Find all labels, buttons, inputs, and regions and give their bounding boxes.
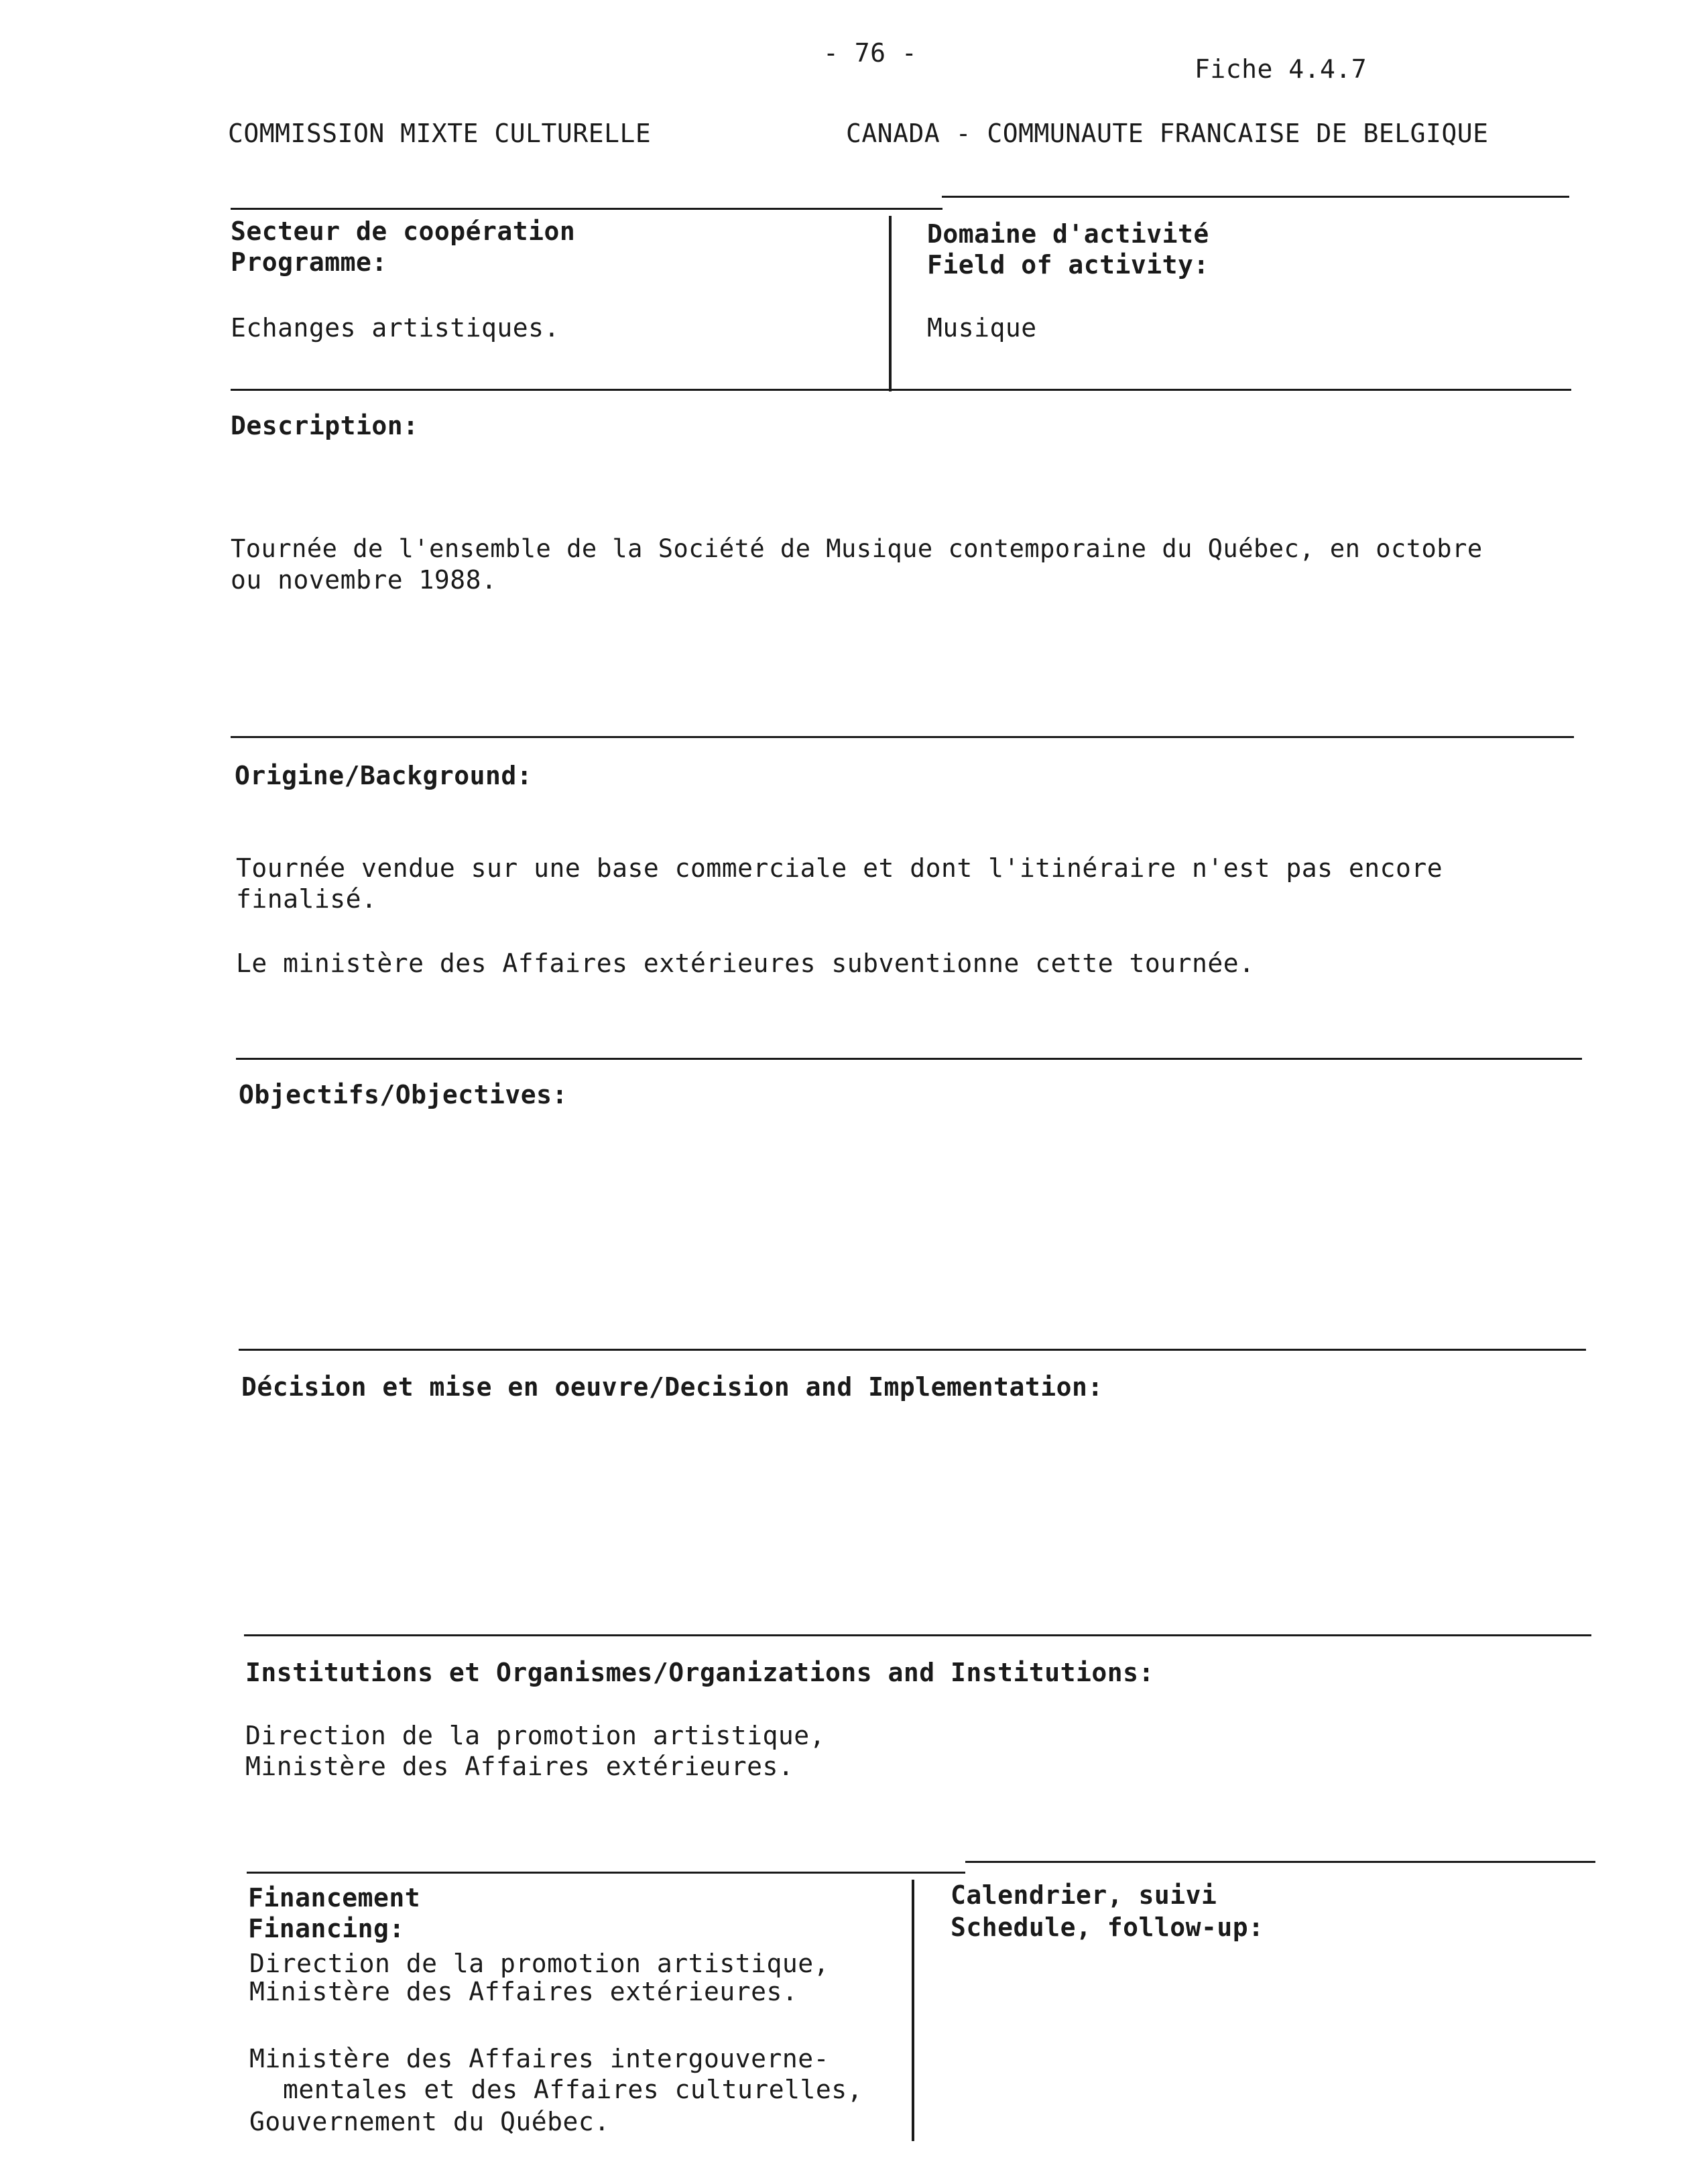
- institutions-line-2: Ministère des Affaires extérieures.: [245, 1752, 794, 1781]
- rule-after-origine: [236, 1058, 1582, 1060]
- fiche-number: Fiche 4.4.7: [1195, 54, 1367, 84]
- financement-line-4: mentales et des Affaires culturelles,: [283, 2075, 863, 2104]
- bottom-divider: [912, 1880, 914, 2141]
- bottom-rule-left: [247, 1872, 965, 1874]
- rule-after-description: [231, 736, 1574, 738]
- origine-line-1: Tournée vendue sur une base commerciale et dont l'itinéraire n'est pas encore: [236, 853, 1443, 883]
- header-left: COMMISSION MIXTE CULTURELLE: [228, 119, 652, 148]
- top-rule-right: [942, 196, 1569, 198]
- financement-line-5: Gouvernement du Québec.: [249, 2107, 610, 2136]
- origine-line-2: finalisé.: [236, 884, 377, 914]
- rule-after-top-row: [231, 389, 1571, 391]
- page-number: - 76 -: [823, 38, 918, 68]
- institutions-label: Institutions et Organismes/Organizations and Institutions:: [245, 1658, 1154, 1687]
- programme-label: Programme:: [231, 247, 387, 277]
- rule-after-decision: [244, 1634, 1591, 1636]
- secteur-label: Secteur de coopération: [231, 217, 576, 246]
- origine-label: Origine/Background:: [235, 761, 533, 790]
- description-line-2: ou novembre 1988.: [231, 565, 497, 595]
- description-line-1: Tournée de l'ensemble de la Société de Musique contemporaine du Québec, en octobre: [231, 534, 1483, 563]
- calendrier-label: Calendrier, suivi: [951, 1880, 1217, 1910]
- programme-value: Echanges artistiques.: [231, 313, 560, 343]
- financement-line-1: Direction de la promotion artistique,: [249, 1949, 829, 1978]
- field-label: Field of activity:: [927, 250, 1209, 280]
- domaine-value: Musique: [927, 313, 1037, 343]
- financing-label: Financing:: [248, 1914, 405, 1943]
- financement-line-3: Ministère des Affaires intergouverne-: [249, 2044, 829, 2073]
- header-right: CANADA - COMMUNAUTE FRANCAISE DE BELGIQUE: [846, 119, 1489, 148]
- schedule-label: Schedule, follow-up:: [951, 1913, 1264, 1942]
- financement-label: Financement: [248, 1883, 421, 1913]
- description-label: Description:: [231, 411, 419, 440]
- top-divider: [889, 216, 892, 391]
- top-rule-left: [231, 208, 942, 210]
- institutions-line-1: Direction de la promotion artistique,: [245, 1721, 825, 1750]
- financement-line-2: Ministère des Affaires extérieures.: [249, 1977, 798, 2006]
- origine-line-3: Le ministère des Affaires extérieures subventionne cette tournée.: [236, 949, 1255, 978]
- domaine-label: Domaine d'activité: [927, 219, 1209, 249]
- decision-label: Décision et mise en oeuvre/Decision and Implementation:: [241, 1372, 1103, 1402]
- objectifs-label: Objectifs/Objectives:: [239, 1080, 568, 1109]
- rule-after-objectifs: [239, 1349, 1586, 1351]
- bottom-rule-right: [965, 1861, 1595, 1863]
